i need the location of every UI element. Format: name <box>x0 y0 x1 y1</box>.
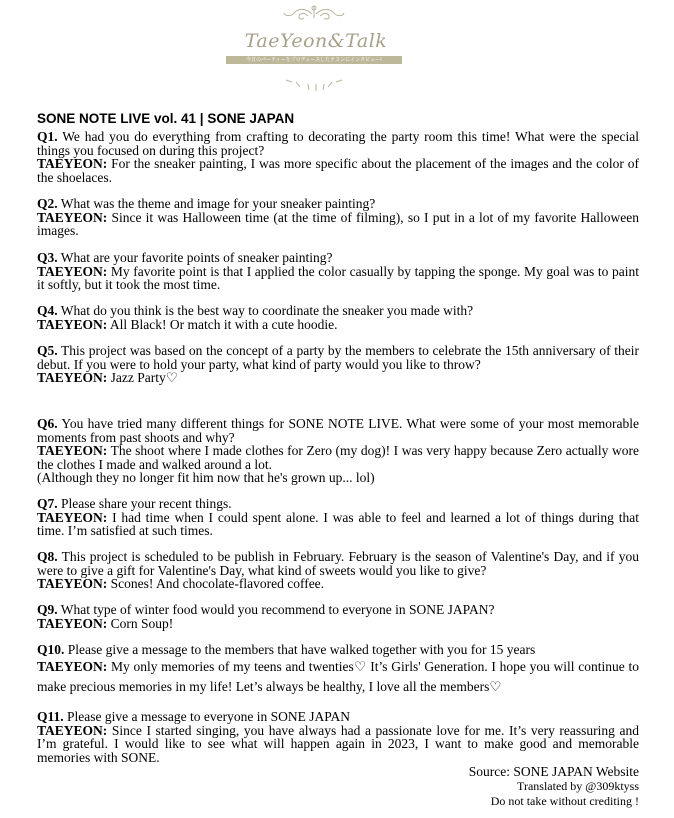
question-text: Please give a message to everyone in SONE JAPAN <box>63 709 350 724</box>
question-label: Q11. <box>37 709 64 724</box>
question-text: This project is scheduled to be publish in February. February is the season of Valentine's Day, and if you were to give a gift for Valentine's Day, what kind of sweets would you like to give? <box>37 549 639 578</box>
answer-text: All Black! Or match it with a cute hoodie. <box>107 316 338 332</box>
question-text: We had you do everything from crafting to decorating the party room this time! What were the special things you focused on during this project? <box>37 129 639 158</box>
answer-text: My only memories of my teens and twenties♡ It’s Girls' Generation. I hope you will continue to make precious memories in my life! Let’s always be healthy, I love all the members♡ <box>37 659 639 694</box>
speaker-label: TAEYEON: <box>37 263 108 279</box>
question-label: Q10. <box>37 642 65 657</box>
question-text: You have tried many different things for SONE NOTE LIVE. What were some of your most memorable moments from past shoots and why? <box>37 416 639 445</box>
question-label: Q1. <box>37 129 58 144</box>
answer-text: Jazz Party♡ <box>107 370 178 385</box>
speaker-label: TAEYEON: <box>37 576 108 591</box>
speaker-label: TAEYEON: <box>37 370 108 385</box>
question-text: What are your favorite points of sneaker painting? <box>57 250 333 265</box>
qa-item-2 <box>37 197 639 238</box>
qa-item-4 <box>37 304 639 331</box>
answer-text: Since it was Halloween time (at the time of filming), so I put in a lot of my favorite Halloween images. <box>37 209 639 238</box>
answer-text: Since I started singing, you have always had a passionate love for me. It’s very reassuring and I’m grateful. I would like to see what will happen again in 2023, I want to make good and memorable memories with SONE. <box>37 722 639 765</box>
speaker-label: TAEYEON: <box>37 316 108 332</box>
question-label: Q6. <box>37 416 58 431</box>
question-label: Q5. <box>37 343 58 358</box>
qa-item-3 <box>37 251 639 292</box>
qa-item-8 <box>37 550 639 591</box>
speaker-label: TAEYEON: <box>37 209 108 225</box>
answer-text: Corn Soup! <box>107 615 174 631</box>
answer-text: My favorite point is that I applied the color casually by tapping the sponge. My goal was to paint it softly, but it took the most time. <box>37 263 639 292</box>
qa-item-5 <box>37 344 639 385</box>
question-text: What type of winter food would you recommend to everyone in SONE JAPAN? <box>57 602 495 617</box>
question-text: What do you think is the best way to coordinate the sneaker you made with? <box>57 303 474 318</box>
page-heading: SONE NOTE LIVE vol. 41 | SONE JAPAN <box>37 111 295 126</box>
taeyeon-talk-logo <box>226 0 406 96</box>
qa-item-11 <box>37 710 639 764</box>
question-label: Q9. <box>37 602 58 617</box>
answer-note: (Although they no longer fit him now that he's grown up... lol) <box>37 470 375 485</box>
speaker-label: TAEYEON: <box>37 509 108 525</box>
qa-item-6 <box>37 417 639 485</box>
question-label: Q4. <box>37 303 58 318</box>
qa-item-1 <box>37 130 639 184</box>
question-label: Q7. <box>37 496 58 511</box>
answer-text: For the sneaker painting, I was more specific about the placement of the images and the color of the shoelaces. <box>37 156 639 185</box>
question-text: What was the theme and image for your sneaker painting? <box>57 196 376 211</box>
credit-notice: Do not take without crediting ! <box>490 794 639 808</box>
ornament-rays-icon <box>280 72 352 92</box>
question-label: Q2. <box>37 196 58 211</box>
speaker-label: TAEYEON: <box>37 615 108 631</box>
question-label: Q8. <box>37 549 58 564</box>
answer-text: I had time when I could spent alone. I was able to feel and learned a lot of things during that time. I’m satisfied at such times. <box>37 509 639 538</box>
logo-tagline: 今日のパーティーをプロデュースしたテヨンにインタビュー! <box>226 56 402 64</box>
qa-item-7 <box>37 497 639 538</box>
speaker-label: TAEYEON: <box>37 443 108 458</box>
translator-credit: Translated by @309ktyss <box>517 779 639 793</box>
qa-item-9 <box>37 603 639 630</box>
source-credits <box>469 764 639 809</box>
answer-text: Scones! And chocolate-flavored coffee. <box>107 576 325 591</box>
ornament-top-icon <box>282 4 346 22</box>
question-text: This project was based on the concept of a party by the members to celebrate the 15th anniversary of their debut. If you were to hold your party, what kind of party would you like to throw? <box>37 343 639 372</box>
qa-item-10 <box>37 643 639 697</box>
answer-text: The shoot where I made clothes for Zero (my dog)! I was very happy because Zero actually wore the clothes I made and walked around a lot. <box>37 443 639 472</box>
question-label: Q3. <box>37 250 58 265</box>
speaker-label: TAEYEON: <box>37 659 108 674</box>
question-text: Please share your recent things. <box>57 496 232 511</box>
logo-title: TaeYeon&Talk <box>244 30 388 52</box>
source-line: Source: SONE JAPAN Website <box>468 764 639 779</box>
question-text: Please give a message to the members that have walked together with you for 15 years <box>64 642 536 657</box>
speaker-label: TAEYEON: <box>37 722 108 738</box>
speaker-label: TAEYEON: <box>37 156 108 171</box>
